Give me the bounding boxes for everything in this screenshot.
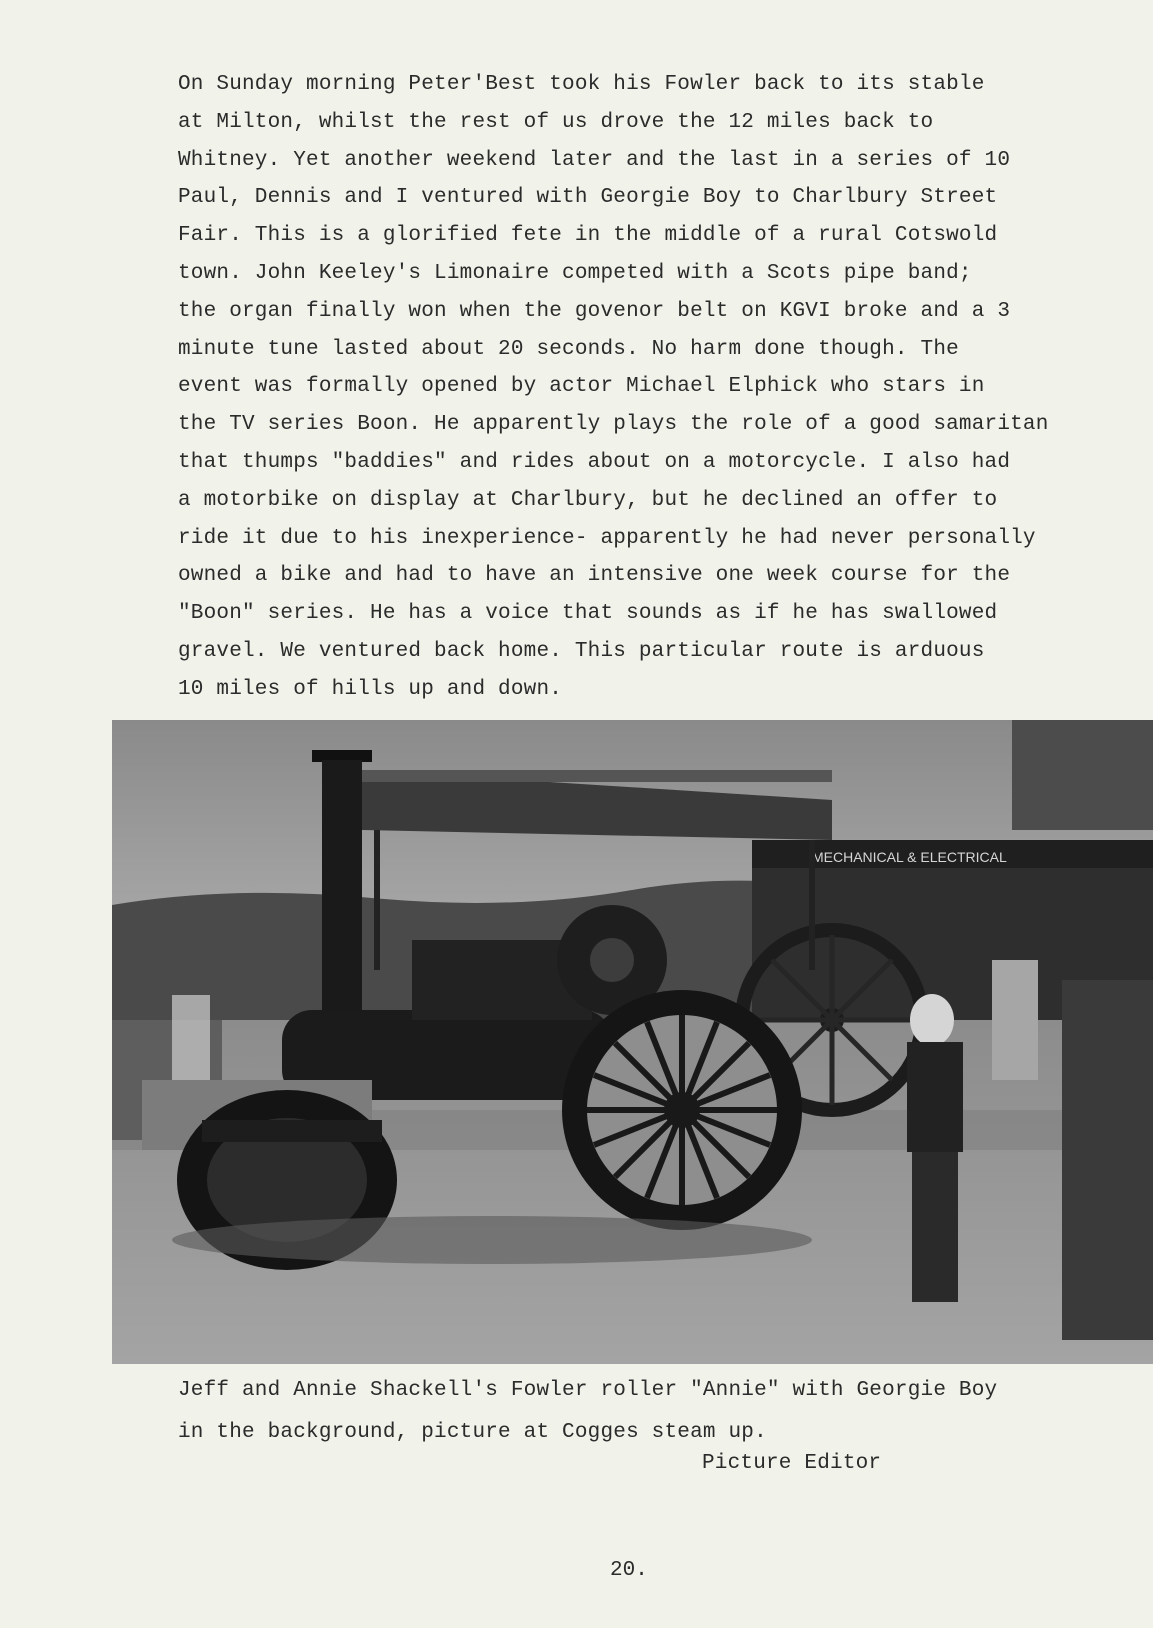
caption-line: Jeff and Annie Shackell's Fowler roller "Annie" with Georgie Boy — [178, 1379, 998, 1402]
article-body — [178, 66, 1138, 709]
article-line: minute tune lasted about 20 seconds. No harm done though. The — [178, 337, 959, 361]
picture-credit: Picture Editor — [702, 1452, 882, 1475]
steam-roller-photo — [112, 720, 1153, 1364]
article-line: a motorbike on display at Charlbury, but he declined an offer to — [178, 488, 998, 512]
article-line: ride it due to his inexperience- apparently he had never personally — [178, 526, 1036, 550]
article-line: event was formally opened by actor Michael Elphick who stars in — [178, 375, 985, 399]
steam-roller-illustration — [112, 720, 1153, 1364]
page-number: 20. — [610, 1559, 648, 1582]
article-line: the organ finally won when the govenor belt on KGVI broke and a 3 — [178, 299, 1011, 323]
article-line: "Boon" series. He has a voice that sounds as if he has swallowed — [178, 602, 998, 626]
article-line: that thumps "baddies" and rides about on a motorcycle. I also had — [178, 450, 1011, 474]
article-line: owned a bike and had to have an intensive one week course for the — [178, 564, 1011, 588]
fairground-sign-text: MECHANICAL & ELECTRICAL — [812, 849, 1007, 865]
article-line: at Milton, whilst the rest of us drove the 12 miles back to — [178, 110, 934, 134]
article-line: the TV series Boon. He apparently plays the role of a good samaritan — [178, 413, 1049, 437]
article-line: Whitney. Yet another weekend later and the last in a series of 10 — [178, 148, 1011, 172]
article-line: On Sunday morning Peter'Best took his Fowler back to its stable — [178, 73, 985, 96]
photo-caption — [178, 1370, 1138, 1454]
article-line: Fair. This is a glorified fete in the middle of a rural Cotswold — [178, 224, 998, 248]
caption-line: in the background, picture at Cogges steam up. — [178, 1421, 767, 1444]
article-line: 10 miles of hills up and down. — [178, 677, 563, 701]
article-line: Paul, Dennis and I ventured with Georgie Boy to Charlbury Street — [178, 186, 998, 210]
article-line: gravel. We ventured back home. This particular route is arduous — [178, 639, 985, 663]
article-line: town. John Keeley's Limonaire competed with a Scots pipe band; — [178, 261, 972, 285]
